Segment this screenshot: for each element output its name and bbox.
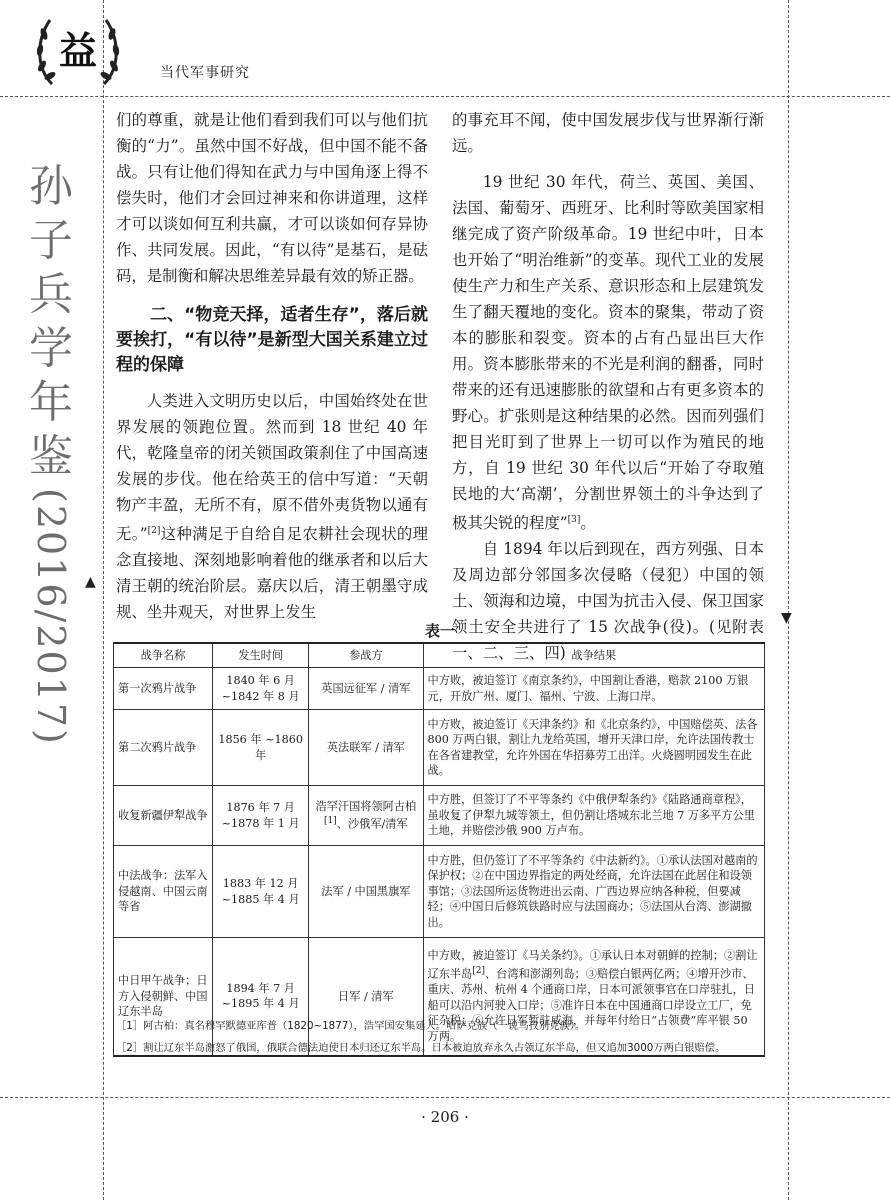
arrow-up-icon: ▲ xyxy=(85,574,96,590)
side-title xyxy=(20,160,82,746)
cell-parties-text: 、沙俄军/清军 xyxy=(336,817,408,831)
cell-parties xyxy=(309,786,423,846)
arrow-down-icon: ▼ xyxy=(781,610,792,626)
cell-result: 中方败，被迫签订《南京条约》，中国割让香港，赔款 2100 万银元，开放广州、厦门、福州、宁波、上海口岸。 xyxy=(423,668,764,710)
laurel-logo-icon xyxy=(30,6,126,94)
text-column-left xyxy=(116,107,428,625)
table-header-row xyxy=(114,643,765,668)
citation-ref: [3] xyxy=(567,515,581,525)
header-cell: 发生时间 xyxy=(213,643,309,668)
cell-time: 1840 年 6 月 ~1842 年 8 月 xyxy=(213,668,309,710)
cell-result-text: 中方败，被迫签订《马关条约》。①承认日本对朝鲜的控制；②割让辽东半岛 xyxy=(427,949,758,981)
side-title-year: (2016/2017) xyxy=(29,488,73,746)
paragraph xyxy=(452,169,764,536)
citation-ref: [2] xyxy=(472,965,486,976)
cell-war-name: 中法战争：法军入侵越南、中国云南等省 xyxy=(114,846,213,938)
side-title-char: 孙 xyxy=(29,161,73,212)
cell-time: 1894 年 7 月 ~1895 年 4 月 xyxy=(213,938,309,1056)
footnote-1: ［1］阿古柏：真名穆罕默德亚库普（1820~1877），浩罕国安集延人。哈萨克族（一说乌孜别克族）。 xyxy=(116,1020,586,1032)
cell-result: 中方败，被迫签订《天津条约》和《北京条约》，中国赔偿英、法各 800 万两白银，割让九龙给英国，增开天津口岸，允许法国传教士在各省建教堂，允许外国在华招募劳工出洋。火烧圆明园发生在此战。 xyxy=(423,710,764,786)
bottom-crop-line xyxy=(0,1097,890,1098)
paragraph: 自 1894 年以后到现在，西方列强、日本及周边部分邻国多次侵略（侵犯）中国的领土、领海和边境，中国为抗击入侵、保卫国家领土安全共进行了 15 次战争(役)。(见附表一、二、三、四) xyxy=(452,540,764,663)
side-title-char: 鉴 xyxy=(29,431,73,482)
paragraph-text: 。 xyxy=(580,514,596,533)
table-row xyxy=(114,668,765,710)
paragraph: 们的尊重，就是让他们看到我们可以与他们抗衡的“力”。虽然中国不好战，但中国不能不备战。只有让他们得知在武力与中国角逐上得不偿失时，他们才会回过神来和你讲道理，这样才可以谈如何互利共赢，才可以谈如何存异协作、共同发展。因此，“有以待”是基石，是砝码，是制衡和解决思维差异最有效的矫正器。 xyxy=(116,111,428,285)
paragraph: 的事充耳不闻，使中国发展步伐与世界渐行渐远。 xyxy=(452,111,764,155)
journal-name: 当代军事研究 xyxy=(160,65,250,81)
cell-result: 中方胜，但签订了不平等条约《中俄伊犁条约》《陆路通商章程》，虽收复了伊犁九城等领土，但仍割让塔城东北兰地 7 万多平方公里土地，并赔偿沙俄 900 万卢布。 xyxy=(423,786,764,846)
cell-result xyxy=(423,938,764,1056)
cell-parties: 英国远征军 / 清军 xyxy=(309,668,423,710)
header-cell: 参战方 xyxy=(309,643,423,668)
citation-ref: [1] xyxy=(324,816,337,827)
section-heading: 二、“物竞天择，适者生存”，落后就要挨打，“有以待”是新型大国关系建立过程的保障 xyxy=(116,305,428,375)
table-title: 表一 xyxy=(424,622,455,640)
side-title-char: 年 xyxy=(29,377,73,428)
cell-parties-text: 浩罕汗国将领阿古柏 xyxy=(315,799,417,813)
header-cell: 战争结果 xyxy=(423,643,764,668)
war-table xyxy=(113,642,765,1057)
table-row xyxy=(114,846,765,938)
cell-time: 1876 年 7 月 ~1878 年 1 月 xyxy=(213,786,309,846)
paragraph xyxy=(116,388,428,625)
cell-parties: 日军 / 清军 xyxy=(309,938,423,1056)
cell-time: 1883 年 12 月 ~1885 年 4 月 xyxy=(213,846,309,938)
cell-time: 1856 年 ~1860 年 xyxy=(213,710,309,786)
page-number: · 206 · xyxy=(421,1108,469,1126)
side-title-char: 子 xyxy=(29,215,73,266)
table-row xyxy=(114,710,765,786)
svg-text:益: 益 xyxy=(58,29,98,73)
cell-parties: 法军 / 中国黑旗军 xyxy=(309,846,423,938)
citation-ref: [2] xyxy=(147,526,161,536)
cell-war-name: 收复新疆伊犁战争 xyxy=(114,786,213,846)
table-row xyxy=(114,938,765,1056)
text-column-right xyxy=(452,107,764,666)
header-cell: 战争名称 xyxy=(114,643,213,668)
top-crop-line xyxy=(0,96,890,97)
paragraph-text: 19 世纪 30 年代，荷兰、英国、美国、法国、葡萄牙、西班牙、比利时等欧美国家相继完成了资产阶级革命。19 世纪中叶，日本也开始了“明治维新”的变革。现代工业的发展使生产力和生产关系、意识形态和上层建筑发生了翻天覆地的变化。资本的聚集，带动了资本的膨胀和裂变。资本的占有凸显出巨大作用。资本膨胀带来的不光是利润的翻番，同时带来的还有迅速膨胀的欲望和占有更多资本的野心。扩张则是这种结果的必然。因而列强们把目光盯到了世界上一切可以作为殖民的地方，自 19 世纪 30 年代以后“开始了夺取殖民地的大‘高潮’，分割世界领土的斗争达到了极其尖锐的程度” xyxy=(452,173,764,533)
cell-war-name: 第一次鸦片战争 xyxy=(114,668,213,710)
right-crop-line xyxy=(788,0,789,1200)
paragraph-text: 这种满足于自给自足农耕社会现状的理念直接地、深刻地影响着他的继承者和以后大清王朝的统治阶层。嘉庆以后，清王朝墨守成规、坐井观天，对世界上发生 xyxy=(116,525,428,622)
cell-result: 中方胜，但仍签订了不平等条约《中法新约》。①承认法国对越南的保护权；②在中国边界指定的两处经商，允许法国在此居住和设领事馆；③法国所运货物进出云南、广西边界应纳各种税，但要减轻；④中国日后修筑铁路时应与法国商办；⑤法国从台湾、澎湖撤出。 xyxy=(423,846,764,938)
cell-parties: 英法联军 / 清军 xyxy=(309,710,423,786)
side-title-char: 兵 xyxy=(29,269,73,320)
cell-result-text: 、台湾和澎湖列岛；③赔偿白银两亿两；④增开沙市、重庆、苏州、杭州 4 个通商口岸，日本可派领事官在口岸驻扎，日船可以沿内河驶入口岸；⑤准许日本在中国通商口岸设立工厂，免征杂税；⑥允许日军暂驻威海，并每年付给日“占领费”库平银 50 万两。 xyxy=(427,967,755,1043)
footnote-2: ［2］割让辽东半岛激怒了俄国，俄联合德法迫使日本归还辽东半岛。日本被迫放弃永久占领辽东半岛，但又追加3000万两白银赔偿。 xyxy=(116,1042,726,1054)
paragraph-text: 人类进入文明历史以后，中国始终处在世界发展的领跑位置。然而到 18 世纪 40 年代，乾隆皇帝的闭关锁国政策刹住了中国高速发展的步伐。他在给英王的信中写道：“天朝物产丰盈，无所不有，原不借外夷货物以通有无。” xyxy=(116,392,428,544)
cell-war-name: 中日甲午战争；日方入侵朝鲜、中国辽东半岛 xyxy=(114,938,213,1056)
left-crop-line xyxy=(103,0,104,1200)
table-row xyxy=(114,786,765,846)
cell-war-name: 第二次鸦片战争 xyxy=(114,710,213,786)
side-title-char: 学 xyxy=(29,323,73,374)
